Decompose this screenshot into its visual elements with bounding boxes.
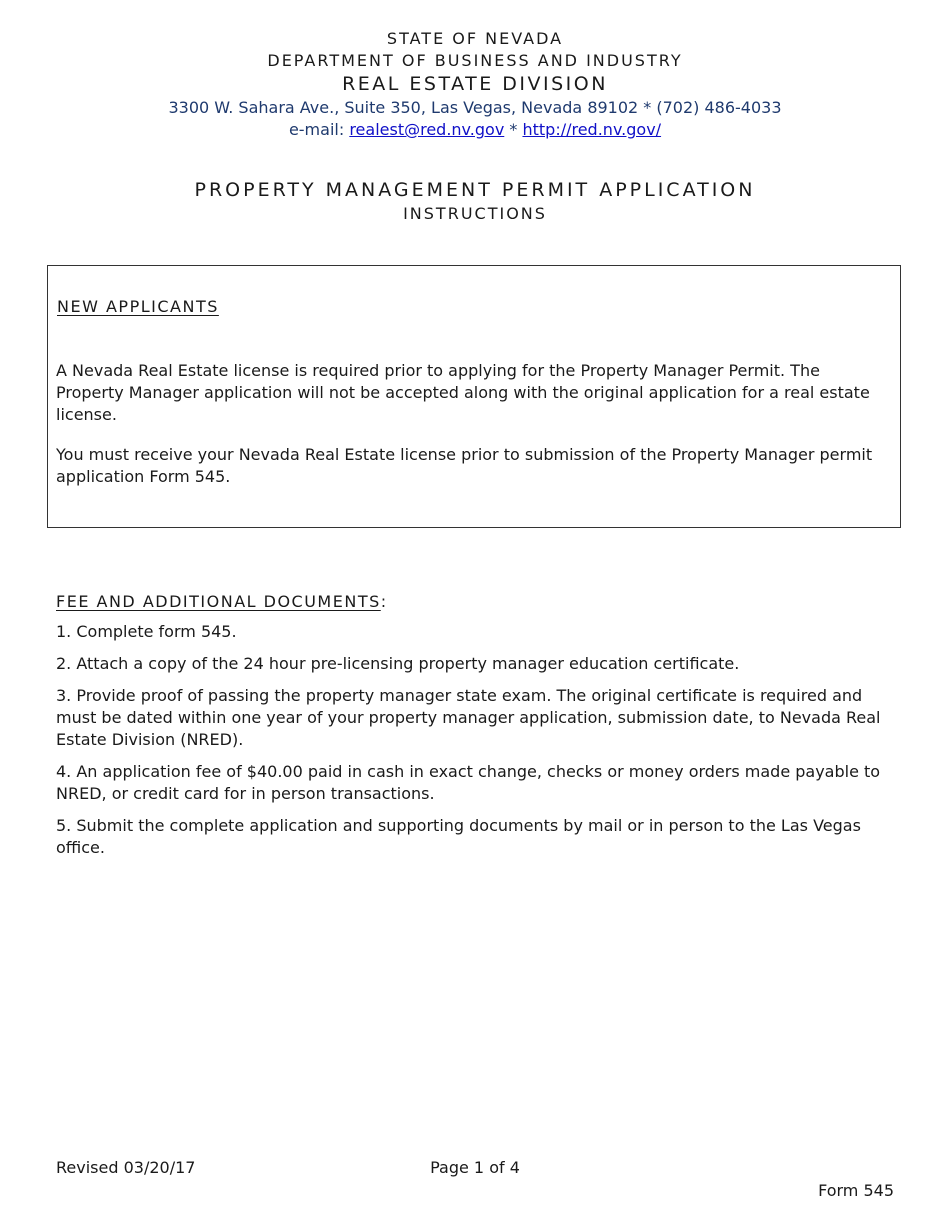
list-item: 2. Attach a copy of the 24 hour pre-licensing property manager education certificate.: [56, 654, 740, 673]
new-applicants-paragraph-2: You must receive your Nevada Real Estate license prior to submission of the Property Manager permit application Form 545.: [56, 445, 873, 486]
document-subtitle: INSTRUCTIONS: [403, 204, 547, 223]
website-link[interactable]: http://red.nv.gov/: [522, 120, 662, 139]
division-name: REAL ESTATE DIVISION: [342, 73, 608, 95]
letterhead: [0, 28, 950, 141]
list-item: 1. Complete form 545.: [56, 622, 237, 641]
new-applicants-heading: NEW APPLICANTS: [57, 297, 219, 316]
form-number: Form 545: [818, 1181, 894, 1200]
document-title: PROPERTY MANAGEMENT PERMIT APPLICATION: [194, 179, 756, 201]
state-name: STATE OF NEVADA: [386, 29, 564, 48]
contact-separator: *: [509, 120, 518, 139]
email-label: e-mail:: [288, 120, 345, 139]
document-title-block: [0, 177, 950, 225]
fee-documents-heading-line: [56, 591, 902, 613]
office-address: 3300 W. Sahara Ave., Suite 350, Las Vegas, Nevada 89102 * (702) 486-4033: [168, 98, 782, 117]
page-number: Page 1 of 4: [430, 1158, 520, 1177]
email-link[interactable]: realest@red.nv.gov: [349, 120, 505, 139]
list-item: 4. An application fee of $40.00 paid in cash in exact change, checks or money orders made payable to NRED, or credit card for in person transactions.: [56, 762, 881, 803]
list-item: 3. Provide proof of passing the property manager state exam. The original certificate is required and must be dated within one year of your property manager application, submission date, to Nevada Real Estate Division (NRED).: [56, 686, 881, 749]
fee-documents-heading-colon: :: [380, 592, 387, 611]
fee-documents-heading: FEE AND ADDITIONAL DOCUMENTS: [56, 592, 381, 611]
new-applicants-box: [47, 265, 901, 528]
fee-documents-section: [56, 591, 902, 869]
department-name: DEPARTMENT OF BUSINESS AND INDUSTRY: [267, 51, 683, 70]
revision-date: Revised 03/20/17: [56, 1158, 196, 1177]
contact-line: [0, 119, 950, 141]
list-item: 5. Submit the complete application and supporting documents by mail or in person to the Las Vegas office.: [56, 816, 861, 857]
new-applicants-paragraph-1: A Nevada Real Estate license is required prior to applying for the Property Manager Permit. The Property Manager application will not be accepted along with the original application for a real estate license.: [56, 361, 870, 424]
